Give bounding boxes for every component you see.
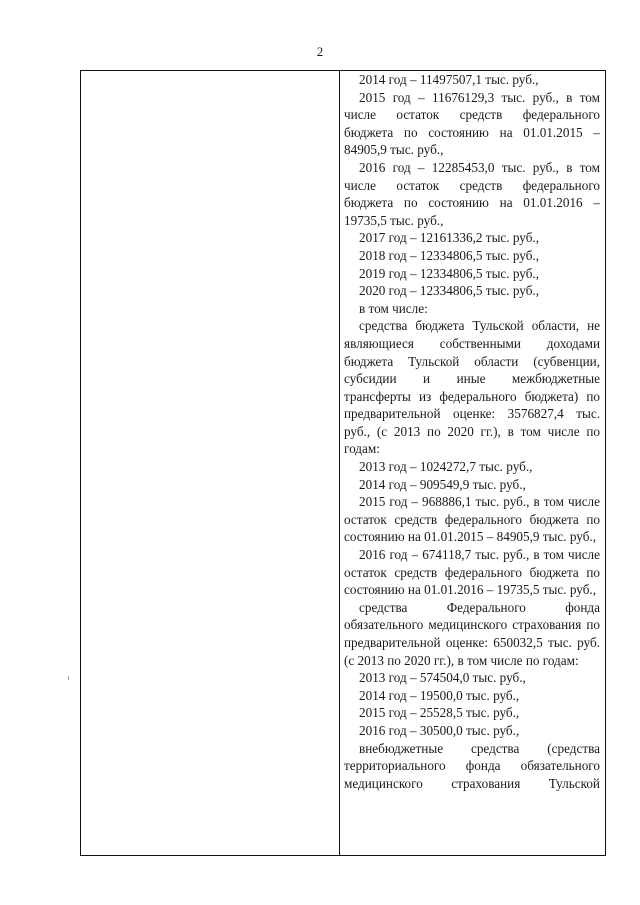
paragraph: 2014 год – 11497507,1 тыс. руб., xyxy=(359,72,539,87)
paragraph: 2016 год – 674118,7 тыс. руб., в том числе остаток средств федерального бюджета по состоянию на 01.01.2016 – 19735,5 тыс. руб., xyxy=(344,547,600,598)
paragraph: 2015 год – 11676129,3 тыс. руб., в том числе остаток средств федерального бюджета по состоянию на 01.01.2015 – 84905,9 тыс. руб., xyxy=(344,89,600,158)
document-table xyxy=(80,70,606,856)
paragraph: 2013 год – 1024272,7 тыс. руб., xyxy=(359,459,533,475)
paragraph: средства бюджета Тульской области, не являющиеся собственными доходами бюджета Тульской области (субвенции, субсидии и иные межбюджетные трансферты из федерального бюджета) по предварительной оценке: 3576827,4 тыс. руб., (с 2013 по 2020 гг.), в том числе по годам: xyxy=(344,318,600,457)
page-number: 2 xyxy=(316,44,324,59)
table-left-column xyxy=(81,71,340,855)
paragraph: 2017 год – 12161336,2 тыс. руб., xyxy=(359,230,540,246)
paragraph: 2013 год – 574504,0 тыс. руб., xyxy=(359,670,526,686)
scan-mark xyxy=(68,676,69,680)
paragraph: 2015 год – 968886,1 тыс. руб., в том числе остаток средств федерального бюджета по состоянию на 01.01.2015 – 84905,9 тыс. руб., xyxy=(344,494,600,545)
paragraph: в том числе: xyxy=(359,300,428,316)
paragraph: 2019 год – 12334806,5 тыс. руб., xyxy=(359,265,540,281)
paragraph: средства Федерального фонда обязательного медицинского страхования по предварительной оценке: 650032,5 тыс. руб. (с 2013 по 2020 гг.), в том числе по годам: xyxy=(344,599,600,668)
paragraph: внебюджетные средства (средства территориального фонда обязательного медицинского страхования Тульской xyxy=(344,740,600,791)
paragraph: 2014 год – 909549,9 тыс. руб., xyxy=(359,476,526,492)
paragraph: 2018 год – 12334806,5 тыс. руб., xyxy=(359,247,540,263)
paragraph: 2020 год – 12334806,5 тыс. руб., xyxy=(359,283,540,299)
paragraph: 2015 год – 25528,5 тыс. руб., xyxy=(359,705,520,721)
paragraph: 2016 год – 30500,0 тыс. руб., xyxy=(359,722,520,738)
table-right-column xyxy=(340,71,605,855)
paragraph: 2014 год – 19500,0 тыс. руб., xyxy=(359,687,520,703)
paragraph: 2016 год – 12285453,0 тыс. руб., в том числе остаток средств федерального бюджета по состоянию на 01.01.2016 – 19735,5 тыс. руб., xyxy=(344,159,600,228)
